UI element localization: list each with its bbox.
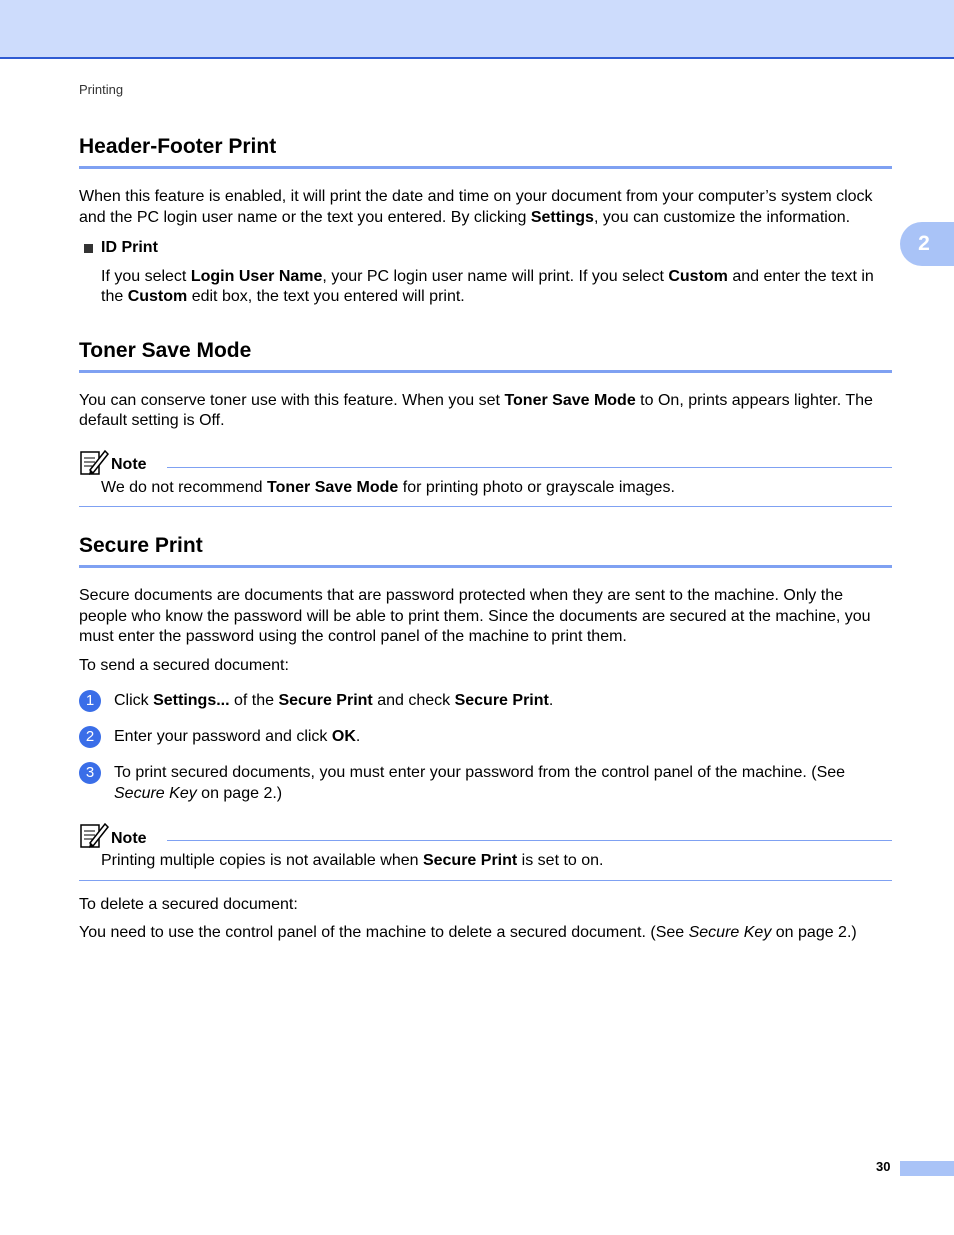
note-pencil-icon	[79, 448, 109, 476]
paragraph: To delete a secured document:	[79, 895, 298, 913]
section-header-footer-print	[79, 134, 892, 308]
note-pencil-icon	[79, 821, 109, 849]
paragraph: When this feature is enabled, it will print the date and time on your document from your computer’s system clock and the PC login user name or the text you entered. By clicking Settings, you can customize the information.	[79, 188, 873, 226]
step-number-icon: 1	[79, 690, 101, 712]
step-3: 3 To print secured documents, you must enter your password from the control panel of the machine. (See Secure Key on page 2.)	[79, 763, 892, 804]
step-number-icon: 3	[79, 762, 101, 784]
section-title: Header-Footer Print	[79, 134, 892, 169]
step-1: 1 Click Settings... of the Secure Print and check Secure Print.	[79, 691, 892, 712]
square-bullet-icon	[84, 244, 93, 253]
note-label: Note	[111, 829, 147, 847]
paragraph: Secure documents are documents that are password protected when they are sent to the machine. Only the people who know the password will be able to print them. Since the documents are secured at the machine, you must enter the password using the control panel of the machine to print them.	[79, 587, 871, 645]
paragraph: You can conserve toner use with this feature. When you set Toner Save Mode to On, prints appears lighter. The default setting is Off.	[79, 391, 873, 429]
note-text: We do not recommend Toner Save Mode for printing photo or grayscale images.	[101, 478, 675, 496]
step-2: 2 Enter your password and click OK.	[79, 727, 892, 748]
note-box	[79, 446, 892, 508]
running-head: Printing	[79, 82, 124, 97]
page-content	[79, 134, 892, 952]
section-title: Secure Print	[79, 533, 892, 568]
section-toner-save-mode	[79, 338, 892, 508]
page-number: 30	[876, 1159, 891, 1174]
bullet-item: ID Print	[84, 238, 892, 259]
section-secure-print	[79, 533, 892, 944]
note-label: Note	[111, 456, 147, 473]
section-title: Toner Save Mode	[79, 338, 892, 373]
paragraph: To send a secured document:	[79, 656, 289, 674]
note-box	[79, 819, 892, 881]
chapter-tab: 2	[900, 222, 954, 266]
footer-bar	[900, 1161, 954, 1176]
divider	[167, 840, 892, 841]
step-number-icon: 2	[79, 726, 101, 748]
paragraph: You need to use the control panel of the machine to delete a secured document. (See Secure Key on page 2.)	[79, 924, 857, 941]
bullet-paragraph: If you select Login User Name, your PC login user name will print. If you select Custom and enter the text in the Custom edit box, the text you entered will print.	[101, 267, 874, 305]
header-band	[0, 0, 954, 59]
note-text: Printing multiple copies is not available when Secure Print is set to on.	[101, 852, 604, 869]
divider	[167, 467, 892, 468]
